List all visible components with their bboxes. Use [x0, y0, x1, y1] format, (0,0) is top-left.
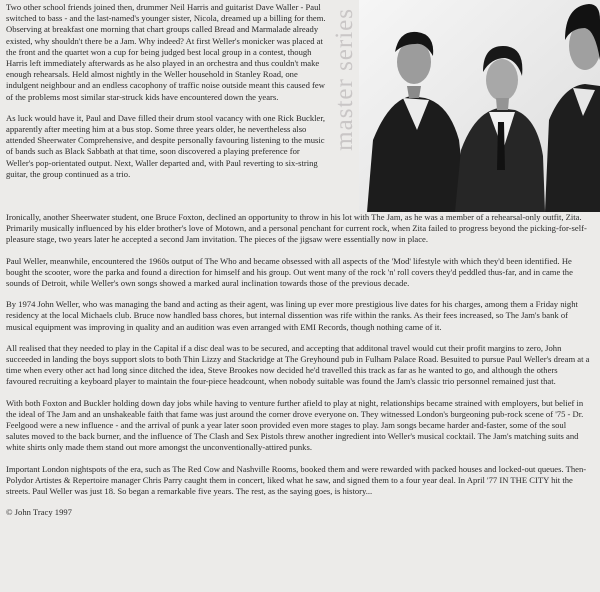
paragraph-3: Ironically, another Sheerwater student, one Bruce Foxton, declined an opportunity to throw in his lot with The Jam, as he was a member of a rehearsal-only outfit, Zita. Primarily musically influenced by his elder brother's love of Motown, and a personal penchant for current rock, when Zita failed to progress beyond the picking-for-self-pleasure stage, two years later he accepted a second Jam invitation. The pieces of the jigsaw were essentially now in place.: [6, 212, 587, 245]
main-text-column: [6, 212, 590, 518]
top-text-column: [6, 2, 328, 190]
master-series-text: master series: [331, 8, 358, 151]
band-photo: [359, 0, 600, 212]
paragraph-5: By 1974 John Weller, who was managing the band and acting as their agent, was lining up ever more prestigious live dates for his charges, among them a Friday night residency at the local Michaels club. Bruce now handled bass chores, but internal dissention was rife within the ranks. As their fees increased, so The Jam's bank of musical equipment was improving in quality and an audition was even arranged with EMI Records, though nothing came of it.: [6, 299, 578, 332]
paragraph-1: Two other school friends joined then, drummer Neil Harris and guitarist Dave Waller - Paul switched to bass - and the last-named's younger sister, Nicola, dreamed up a billing for them. Observing at breakfast one morning that chart groups called Bread and Marmalade already existed, why shouldn't there be a Jam. Why indeed? At first Weller's monicker was placed at the front and the quartet won a cup for being judged best local group in a contest, though Harris left immediately afterwards as he also played in an orchestra and thus couldn't make enough rehearsals. Held almost nightly in the Weller household in Stanley Road, one indulgent neighbour and an endless cacophony of traffic noise outside meant this caused few of the problems most similar star-struck kids have encountered down the years.: [6, 2, 326, 102]
copyright-line: © John Tracy 1997: [6, 507, 72, 518]
paragraph-7: With both Foxton and Buckler holding down day jobs while having to venture further afield to play at night, relationships became strained with employers, but belief in the ideal of The Jam and an unshakeable faith that fame was just around the corner drove everyone on. They witnessed London's burgeoning pub-rock scene of '75 - Dr. Feelgood were a new influence - and the arrival of punk a year later soon provided even more stages to play. Jam songs became harder and-faster, some of the soul salutes moved to the back burner, and the influence of The Clash and Sex Pistols threw another ingredient into Weller's musical cocktail. The Jam's matching suits and white shirts only made them stand out more amongst the unconventionally-attired punks.: [6, 397, 584, 453]
paragraph-8: Important London nightspots of the era, such as The Red Cow and Nashville Rooms, booked them and were rewarded with packed houses and locked-out queues. Then- Polydor Artistes & Repertoire manager Chris Parry caught them in concert, liked what he saw, and signed them to a four year deal. In April '77 IN THE CITY hit the streets. Paul Weller was just 18. So began a remarkable five years. The rest, as the saying goes, is history...: [6, 463, 587, 497]
paragraph-4: Paul Weller, meanwhile, encountered the 1960s output of The Who and became obsessed with all aspects of the 'Mod' lifestyle with which they'd been identified. He bought the scooter, wore the parka and found a direction for himself and his group. Out went many of the rock 'n' roll covers they'd peddled thus-far, and in came the sounds of Detroit, while Weller's own songs showed a marked aural inclination towards those of the previous decade.: [6, 255, 573, 289]
paragraph-6: All realised that they needed to play in the Capital if a disc deal was to be secured, and accepting that additonal travel would cut their profit margins to zero, John succeeded in landing the boys support slots to both Thin Lizzy and Stackridge at The Greyhound pub in Fulham Palace Road. Besuited to pursue Paul Weller's dream at a time when every other act had long since ditched the idea, Steve Brookes now decided he'd travelled this track as far as he wanted to go, and although the others favoured recruiting a keyboard player to maintain the four-piece headcount, when nobody suitable was found the Jam's classic trio personnel remained just that.: [6, 342, 590, 387]
paragraph-2: As luck would have it, Paul and Dave filled their drum stool vacancy with one Rick Buckler, apparently after meeting him at a bus stop. Some three years older, he nevertheless also attended Sheerwater Comprehensive, and despite personally favouring listening to the music of bands such as Black Sabbath at that time, soon discovered a playing preference for Weller's pop-orientated output. Next, Waller departed and, with Paul reverting to six-string guitar, the group continued as a trio.: [6, 112, 325, 179]
band-photo-image: [359, 0, 600, 212]
